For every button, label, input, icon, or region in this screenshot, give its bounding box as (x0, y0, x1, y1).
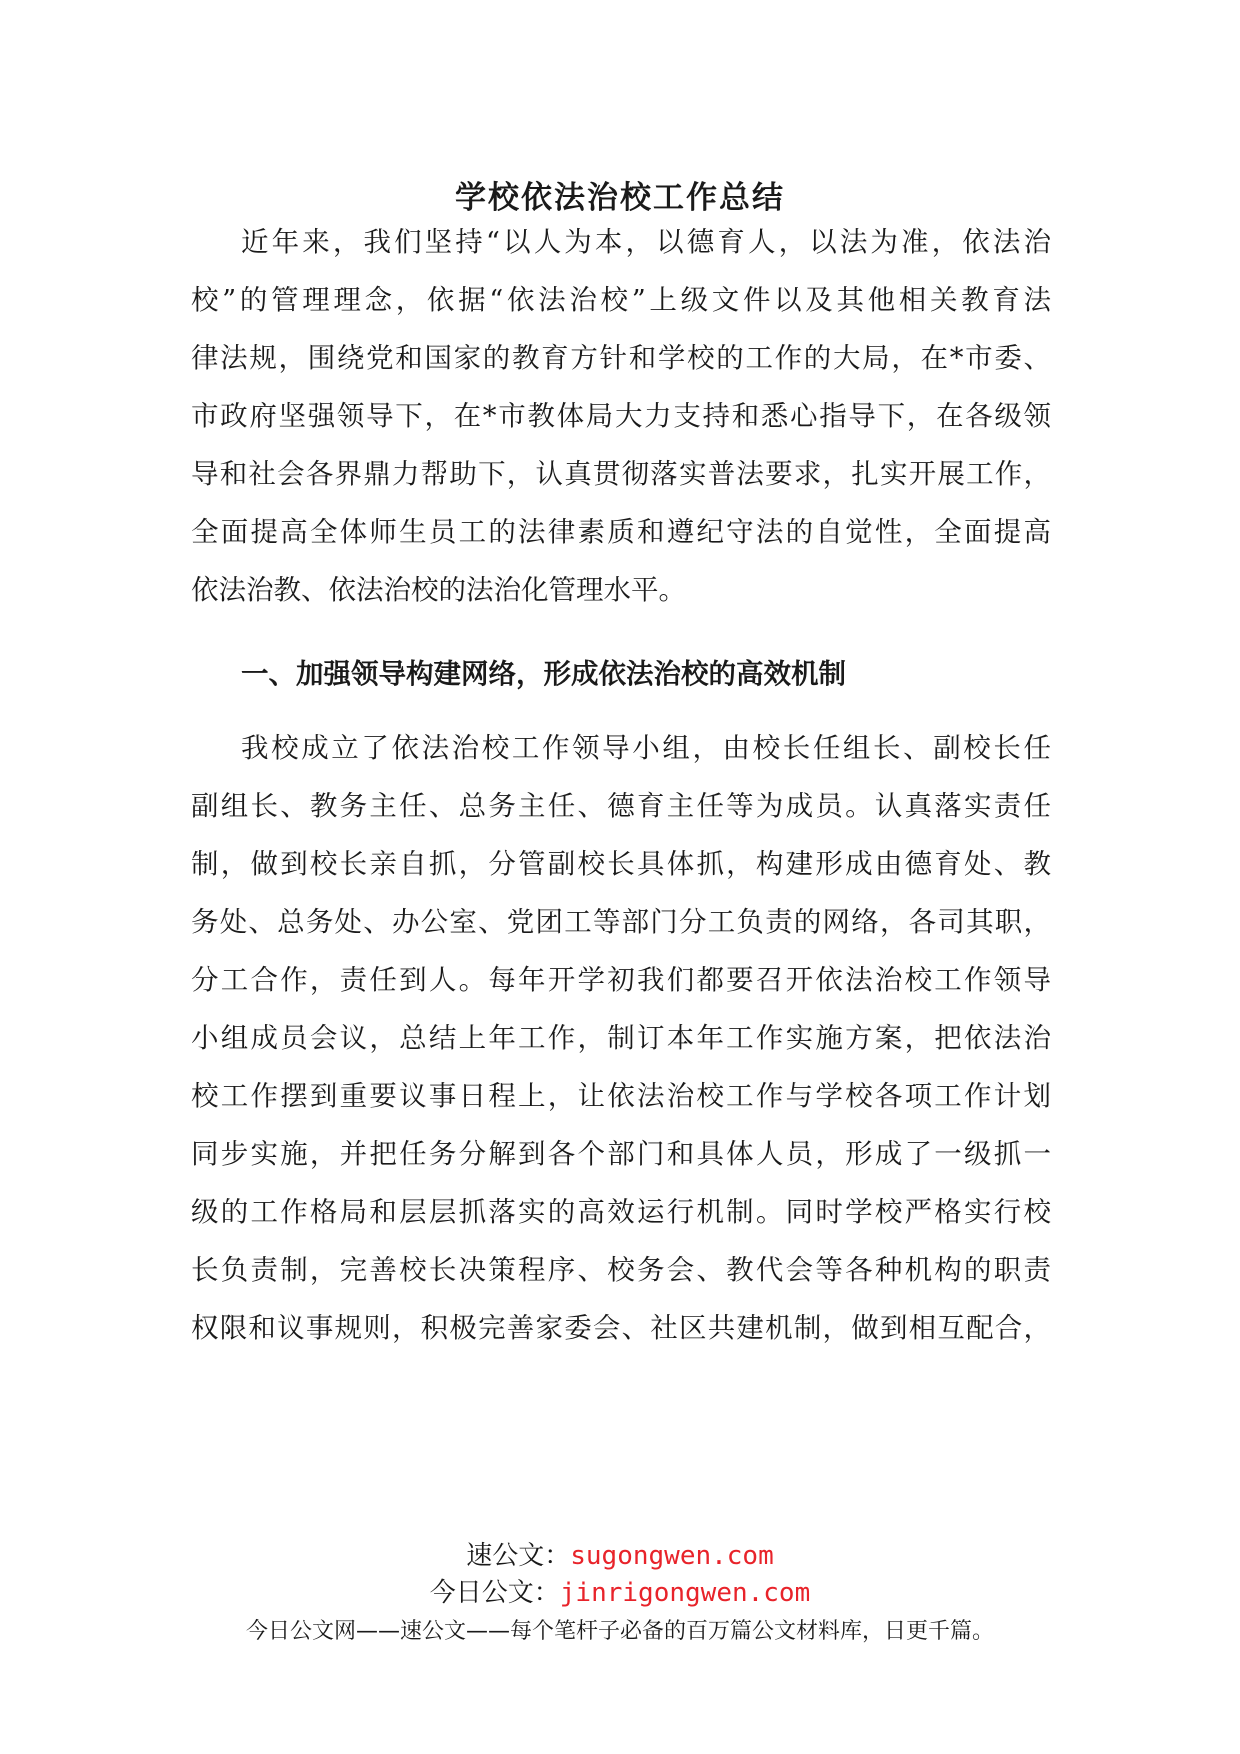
section-1-line-8: 同步实施，并把任务分解到各个部门和具体人员，形成了一级抓一 (191, 1138, 1051, 1170)
section-1-line-5: 分工合作，责任到人。每年开学初我们都要召开依法治校工作领导 (191, 964, 1051, 996)
footer-sugongwen-label: 速公文： (466, 1541, 571, 1571)
section-1-line-3: 制，做到校长亲自抓，分管副校长具体抓，构建形成由德育处、教 (191, 848, 1051, 880)
section-1-line-7: 校工作摆到重要议事日程上，让依法治校工作与学校各项工作计划 (191, 1080, 1051, 1112)
footer-tagline: 今日公文网——速公文——每个笔杆子必备的百万篇公文材料库，日更千篇。 (245, 1619, 994, 1644)
jinrigongwen-link[interactable]: jinrigongwen.com (559, 1578, 811, 1608)
section-1-heading: 一、加强领导构建网络，形成依法治校的高效机制 (241, 658, 846, 690)
footer-jinrigongwen (0, 1576, 1240, 1610)
footer-jinrigongwen-label: 今日公文： (429, 1578, 560, 1608)
section-1-line-11: 权限和议事规则，积极完善家委会、社区共建机制，做到相互配合， (191, 1312, 1051, 1344)
section-1-line-4: 务处、总务处、办公室、党团工等部门分工负责的网络，各司其职， (191, 906, 1051, 938)
footer-sugongwen (0, 1539, 1240, 1573)
intro-line-4: 市政府坚强领导下，在*市教体局大力支持和悉心指导下，在各级领 (191, 400, 1051, 432)
intro-line-1: 近年来，我们坚持“以人为本，以德育人，以法为准，依法治 (241, 226, 1051, 258)
section-1-line-2: 副组长、教务主任、总务主任、德育主任等为成员。认真落实责任 (191, 790, 1051, 822)
section-1-line-9: 级的工作格局和层层抓落实的高效运行机制。同时学校严格实行校 (191, 1196, 1051, 1228)
section-1-line-6: 小组成员会议，总结上年工作，制订本年工作实施方案，把依法治 (191, 1022, 1051, 1054)
section-1-line-10: 长负责制，完善校长决策程序、校务会、教代会等各种机构的职责 (191, 1254, 1051, 1286)
intro-line-3: 律法规，围绕党和国家的教育方针和学校的工作的大局，在*市委、 (191, 342, 1051, 374)
intro-line-2: 校”的管理理念，依据“依法治校”上级文件以及其他相关教育法 (191, 284, 1051, 316)
document-title: 学校依法治校工作总结 (455, 180, 785, 216)
sugongwen-link[interactable]: sugongwen.com (570, 1541, 774, 1571)
intro-line-7: 依法治教、依法治校的法治化管理水平。 (191, 574, 686, 606)
intro-line-6: 全面提高全体师生员工的法律素质和遵纪守法的自觉性，全面提高 (191, 516, 1051, 548)
intro-line-5: 导和社会各界鼎力帮助下，认真贯彻落实普法要求，扎实开展工作， (191, 458, 1051, 490)
section-1-line-1: 我校成立了依法治校工作领导小组，由校长任组长、副校长任 (241, 732, 1051, 764)
